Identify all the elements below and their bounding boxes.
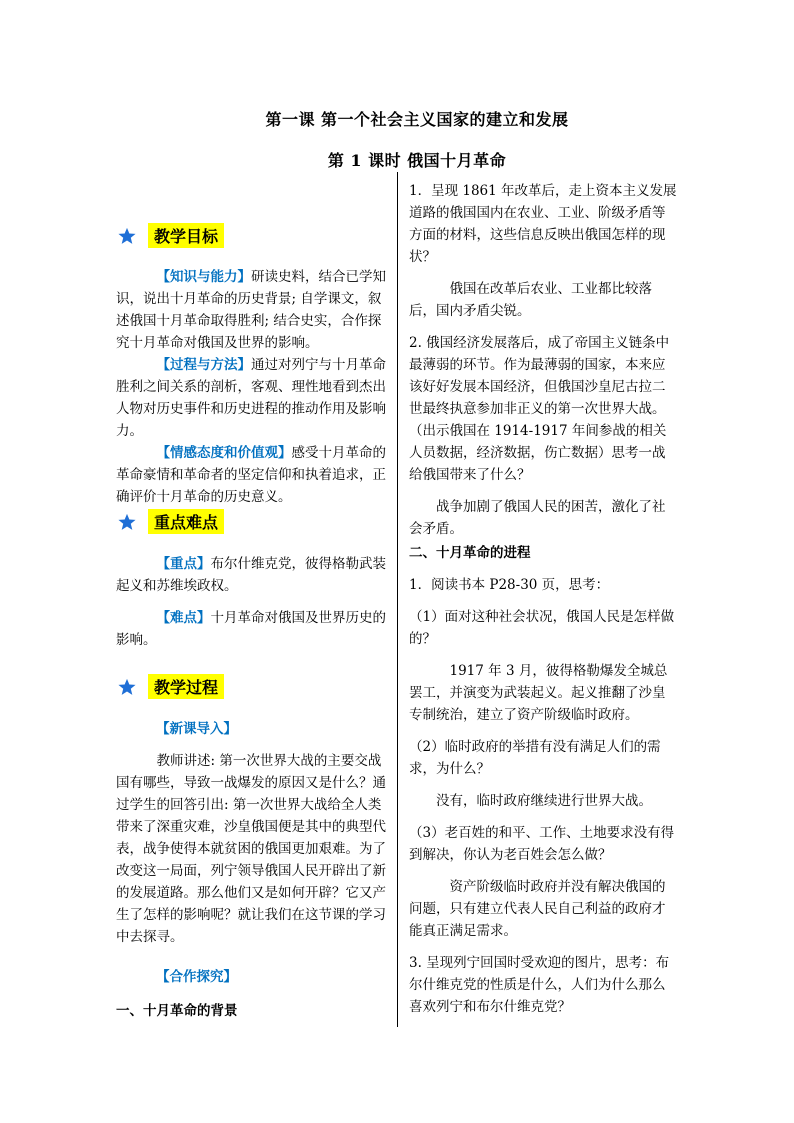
coop-tag: 【合作探究】: [156, 969, 237, 985]
answer-3-1: 1917 年 3 月，彼得格勒爆发全城总罢工，并演变为武装起义。起义推翻了沙皇专制统治，建立了资产阶级临时政府。: [409, 663, 668, 723]
column-divider: [397, 172, 398, 1027]
key-tag: 【重点】: [156, 556, 211, 572]
intro-text: 教师讲述: 第一次世界大战的主要交战国有哪些，导致一战爆发的原因又是什么？通过学生的回答引出: 第一次世界大战给全人类带来了深重灾难，沙皇俄国便是其中的典型代表，战争使得本就贫困的俄国更加艰难。为了改变这一局面，列宁领导俄国人民开辟出了新的发展道路。那么他们又是如何开辟？它又产生了怎样的影响呢？就让我们在这节课的学习中去探寻。: [116, 753, 386, 945]
emotion-text: 感受十月革命的革命豪情和革命者的坚定信仰和执着追求，正确评价十月革命的历史意义。: [116, 445, 386, 505]
goal-emotion: [116, 442, 386, 508]
star-icon: [118, 678, 136, 696]
section-progress: 二、十月革命的进程: [409, 545, 531, 561]
method-tag: 【过程与方法】: [156, 357, 251, 373]
heading-process: [118, 674, 224, 699]
method-text: 通过对列宁与十月革命胜利之间关系的剖析，客观、理性地看到杰出人物对历史事件和历史进程的推动作用及影响力。: [116, 357, 386, 439]
knowledge-text: 研读史料，结合已学知识，说出十月革命的历史背景; 自学课文，叙述俄国十月革命取得胜利; 结合史实，合作探究十月革命对俄国及世界的影响。: [116, 269, 386, 351]
lesson-subtitle: 第 1 课时 俄国十月革命: [327, 151, 507, 170]
star-icon: [118, 227, 136, 245]
goals-section: [116, 266, 386, 508]
hard-point: [116, 607, 386, 651]
key-point: [116, 553, 386, 597]
emotion-tag: 【情感态度和价值观】: [156, 445, 292, 461]
right-column: [409, 180, 677, 1018]
key-text: 布尔什维克党，彼得格勒武装起义和苏维埃政权。: [116, 556, 386, 594]
section-background: 一、十月革命的背景: [116, 1003, 238, 1019]
hard-tag: 【难点】: [156, 610, 211, 626]
question-4: 3. 呈现列宁回国时受欢迎的图片，思考：布尔什维克党的性质是什么，人们为什么那么喜欢列宁和布尔什维克党？: [409, 955, 670, 1015]
question-3: 1．阅读书本 P28-30 页，思考：: [409, 577, 610, 593]
goal-method: [116, 354, 386, 442]
question-2: 2. 俄国经济发展落后，成了帝国主义链条中最薄弱的环节。作为最薄弱的国家，本来应该好好发展本国经济，但俄国沙皇尼古拉二世最终执意参加非正义的第一次世界大战。（出示俄国在 1914-1917 年间参战的相关人员数据，经济数据，伤亡数据）思考一战给俄国带来了什么？: [409, 335, 670, 483]
answer-2: 战争加剧了俄国人民的困苦，激化了社会矛盾。: [409, 499, 666, 537]
heading-process-label: 教学过程: [148, 674, 224, 699]
goal-knowledge: [116, 266, 386, 354]
hard-text: 十月革命对俄国及世界历史的影响。: [116, 610, 386, 648]
intro-tag: 【新课导入】: [156, 721, 237, 737]
star-icon: [118, 513, 136, 531]
question-3-3: （3）老百姓的和平、工作、土地要求没有得到解决，你认为老百姓会怎么做？: [409, 825, 675, 863]
knowledge-tag: 【知识与能力】: [156, 269, 251, 285]
key-points-section: [116, 553, 386, 651]
heading-key-points: [118, 509, 224, 534]
heading-goals-label: 教学目标: [148, 223, 224, 248]
heading-key-points-label: 重点难点: [148, 509, 224, 534]
answer-3-2: 没有，临时政府继续进行世界大战。: [436, 793, 652, 809]
answer-1: 俄国在改革后农业、工业都比较落后，国内矛盾尖锐。: [409, 281, 652, 319]
question-1: 1．呈现 1861 年改革后，走上资本主义发展道路的俄国国内在农业、工业、阶级矛盾等方面的材料，这些信息反映出俄国怎样的现状？: [409, 183, 677, 265]
question-3-2: （2）临时政府的举措有没有满足人们的需求，为什么？: [409, 739, 661, 777]
heading-goals: [118, 223, 224, 248]
question-3-1: （1）面对这种社会状况，俄国人民是怎样做的？: [409, 609, 675, 647]
lesson-title: 第一课 第一个社会主义国家的建立和发展: [265, 110, 569, 129]
process-section: [116, 718, 386, 1022]
answer-3-3: 资产阶级临时政府并没有解决俄国的问题，只有建立代表人民自己利益的政府才能真正满足需求。: [409, 879, 666, 939]
